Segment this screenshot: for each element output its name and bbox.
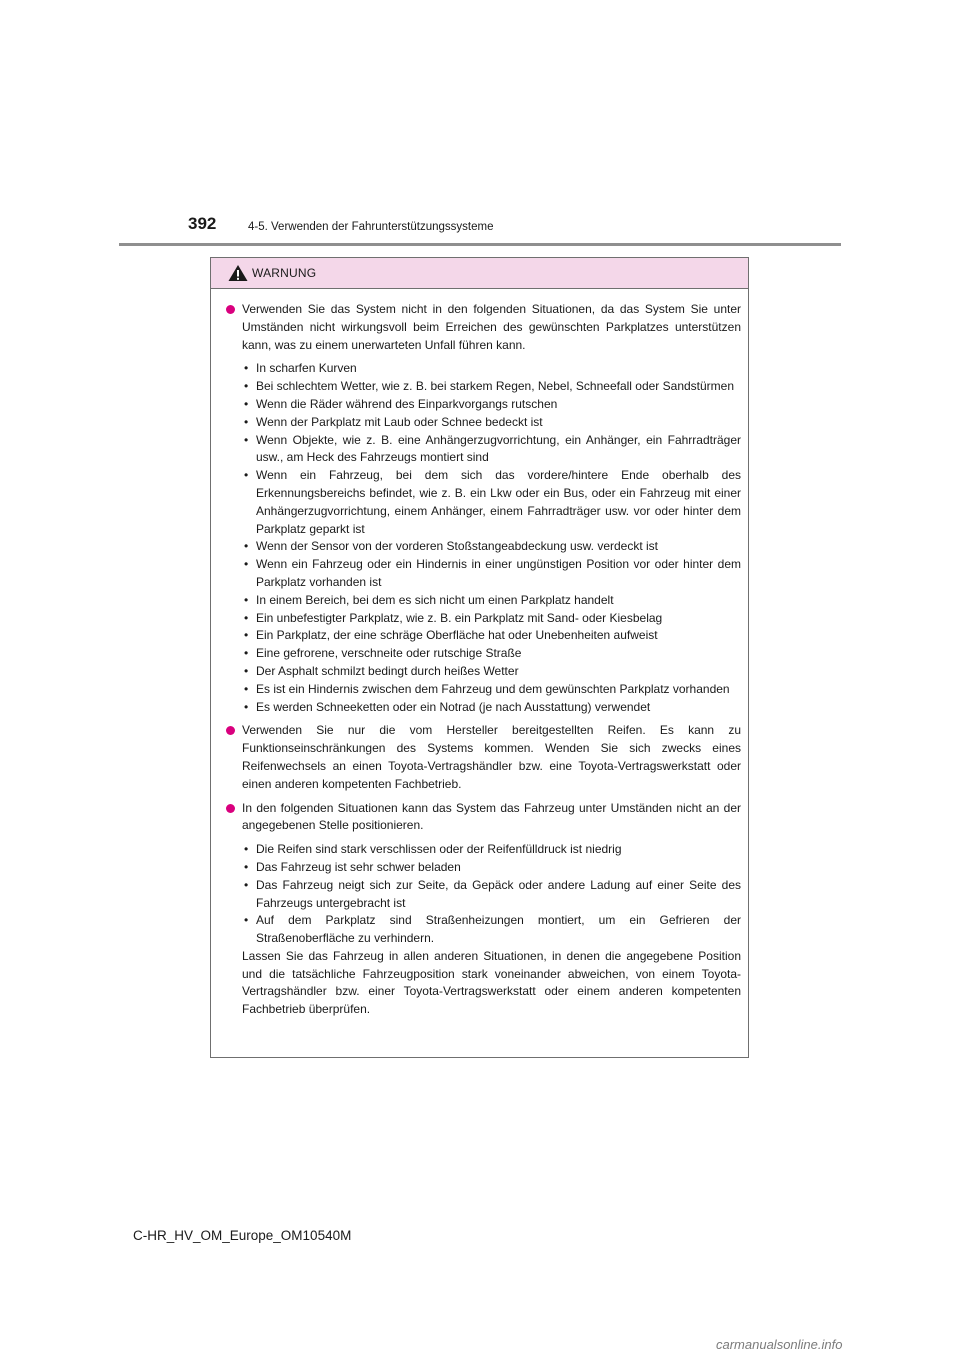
list-item: • In scharfen Kurven bbox=[225, 360, 741, 378]
list-item: • Eine gefrorene, verschneite oder rutschige Straße bbox=[225, 645, 741, 663]
warning-paragraph bbox=[225, 800, 741, 836]
list-item: • Das Fahrzeug ist sehr schwer beladen bbox=[225, 859, 741, 877]
bullet-circle-icon bbox=[226, 726, 235, 735]
list-item: • Wenn der Parkplatz mit Laub oder Schnee bedeckt ist bbox=[225, 414, 741, 432]
list-item: • Wenn der Sensor von der vorderen Stoßstangeabdeckung usw. verdeckt ist bbox=[225, 538, 741, 556]
warning-header bbox=[211, 258, 748, 289]
list-item: • Ein Parkplatz, der eine schräge Oberfläche hat oder Unebenheiten aufweist bbox=[225, 627, 741, 645]
bullet-circle-icon bbox=[226, 804, 235, 813]
bullet-list bbox=[225, 841, 741, 948]
list-item: • Wenn ein Fahrzeug, bei dem sich das vordere/hintere Ende oberhalb des Erkennungsbereichs befindet, wie z. B. ein Lkw oder ein Bus, oder ein Fahrzeug mit einer Anhängerzugvorrichtung, einem Anhänger, einem Fahrradträger usw. vor oder hinter dem Parkplatz geparkt ist bbox=[225, 467, 741, 538]
list-item: • Der Asphalt schmilzt bedingt durch heißes Wetter bbox=[225, 663, 741, 681]
list-item: • Wenn Objekte, wie z. B. eine Anhängerzugvorrichtung, ein Anhänger, ein Fahrradträger usw., am Heck des Fahrzeugs montiert sind bbox=[225, 432, 741, 468]
list-item: • Auf dem Parkplatz sind Straßenheizungen montiert, um ein Gefrieren der Straßenoberfläche zu verhindern. bbox=[225, 912, 741, 948]
watermark: carmanualsonline.info bbox=[716, 1337, 843, 1352]
list-item: • Wenn ein Fahrzeug oder ein Hindernis in einer ungünstigen Position vor oder hinter dem Parkplatz vorhanden ist bbox=[225, 556, 741, 592]
list-item: • Ein unbefestigter Parkplatz, wie z. B. ein Parkplatz mit Sand- oder Kiesbelag bbox=[225, 610, 741, 628]
bullet-circle-icon bbox=[226, 305, 235, 314]
list-item: • Das Fahrzeug neigt sich zur Seite, da Gepäck oder andere Ladung auf einer Seite des Fahrzeugs untergebracht ist bbox=[225, 877, 741, 913]
warning-triangle-icon bbox=[228, 264, 248, 282]
list-item: • Es ist ein Hindernis zwischen dem Fahrzeug und dem gewünschten Parkplatz vorhanden bbox=[225, 681, 741, 699]
closing-text: Lassen Sie das Fahrzeug in allen anderen Situationen, in denen die angegebene Position und die tatsächliche Fahrzeugposition stark voneinander abweichen, von einem Toyota-Vertragshändler bzw. einer Toyota-Vertragswerkstatt oder einem anderen kompetenten Fachbetrieb überprüfen. bbox=[242, 948, 741, 1017]
document-code: C-HR_HV_OM_Europe_OM10540M bbox=[133, 1228, 352, 1243]
paragraph-text: Verwenden Sie nur die vom Hersteller bereitgestellten Reifen. Es kann zu Funktionseinschränkungen des Systems kommen. Wenden Sie sich zwecks eines Reifenwechsels an einen Toyota-Vertragshändler bzw. eine Toyota-Vertragswerkstatt oder einen anderen kompetenten Fachbetrieb. bbox=[242, 723, 741, 791]
header-rule bbox=[119, 243, 841, 246]
bullet-list bbox=[225, 360, 741, 716]
list-item: • Wenn die Räder während des Einparkvorgangs rutschen bbox=[225, 396, 741, 414]
section-title: 4-5. Verwenden der Fahrunterstützungssysteme bbox=[248, 221, 494, 233]
paragraph-text: In den folgenden Situationen kann das System das Fahrzeug unter Umständen nicht an der angegebenen Stelle positionieren. bbox=[242, 800, 741, 833]
warning-body bbox=[211, 289, 748, 1019]
list-item: • Es werden Schneeketten oder ein Notrad (je nach Ausstattung) verwendet bbox=[225, 699, 741, 717]
list-item: • Bei schlechtem Wetter, wie z. B. bei starkem Regen, Nebel, Schneefall oder Sandstürmen bbox=[225, 378, 741, 396]
list-item: • In einem Bereich, bei dem es sich nicht um einen Parkplatz handelt bbox=[225, 592, 741, 610]
warning-box bbox=[210, 257, 749, 1058]
warning-paragraph bbox=[225, 722, 741, 793]
warning-title: WARNUNG bbox=[252, 266, 317, 280]
warning-paragraph bbox=[225, 301, 741, 354]
page-number: 392 bbox=[188, 214, 217, 233]
list-item: • Die Reifen sind stark verschlissen oder der Reifenfülldruck ist niedrig bbox=[225, 841, 741, 859]
paragraph-text: Verwenden Sie das System nicht in den folgenden Situationen, da das System Sie unter Umständen nicht wirkungsvoll beim Erreichen des gewünschten Parkplatzes unterstützen kann, was zu einem unerwarteten Unfall führen kann. bbox=[242, 302, 741, 352]
